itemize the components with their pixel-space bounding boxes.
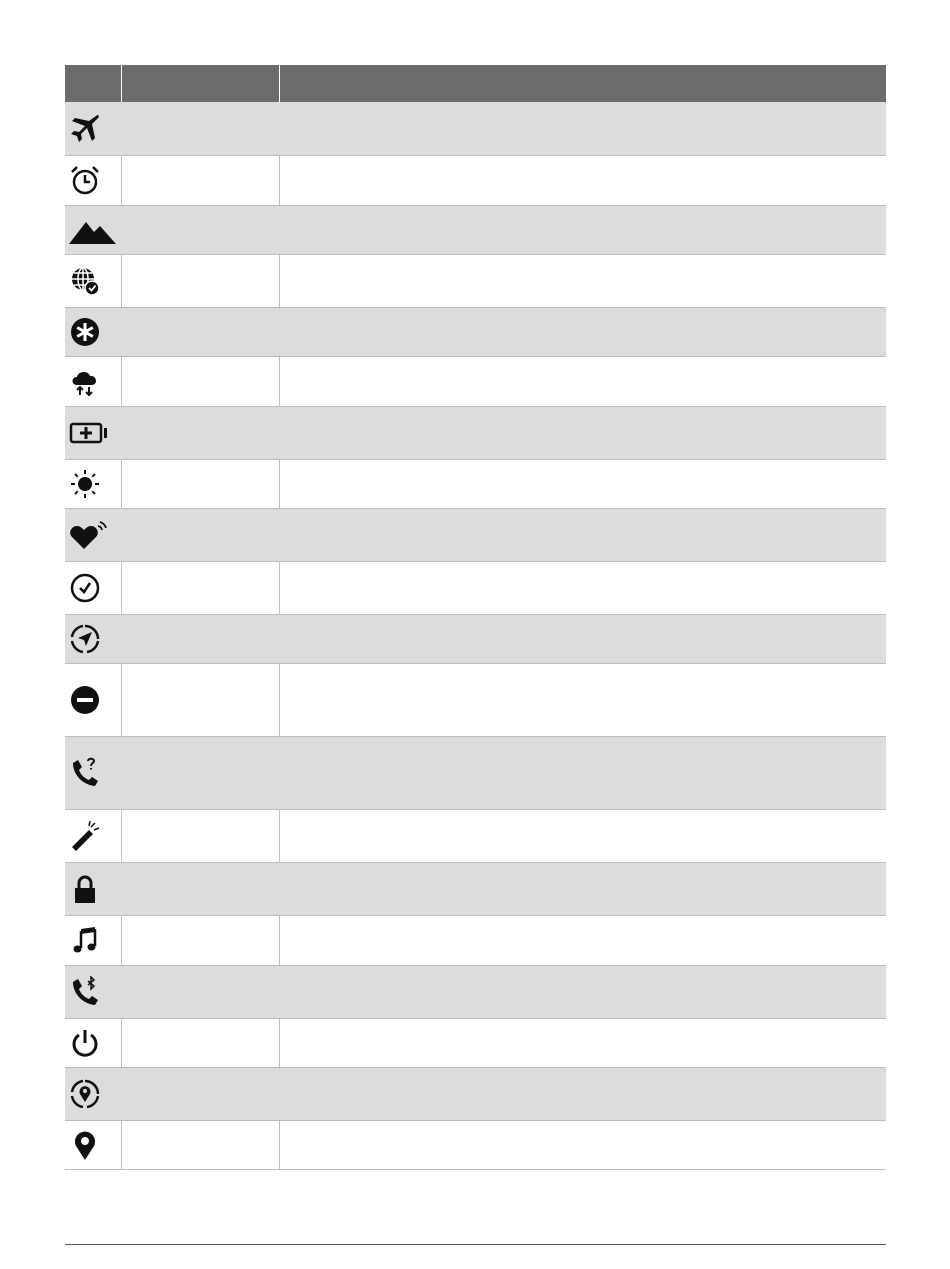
table-row: [65, 736, 886, 809]
icon-cell: [65, 614, 122, 663]
table-row: [65, 1018, 886, 1067]
icon-cell: [65, 459, 122, 508]
name-cell: [122, 1067, 280, 1120]
name-cell: [122, 561, 280, 614]
name-cell: [122, 614, 280, 663]
location-circle-icon: [69, 1078, 101, 1110]
table-row: [65, 809, 886, 862]
phone-bluetooth-icon: [69, 976, 101, 1008]
name-cell: [122, 862, 280, 915]
icon-cell: [65, 1067, 122, 1120]
description-cell: [280, 561, 887, 614]
table-row: [65, 155, 886, 205]
header-icon-column: [65, 65, 122, 102]
name-cell: [122, 459, 280, 508]
icon-cell: [65, 965, 122, 1018]
icon-cell: [65, 915, 122, 965]
airplane-icon: [69, 112, 101, 144]
music-icon: [69, 924, 101, 956]
name-cell: [122, 155, 280, 205]
description-cell: [280, 736, 887, 809]
mountain-icon: [69, 214, 117, 246]
name-cell: [122, 205, 280, 254]
globe-sync-icon: [69, 265, 101, 297]
description-cell: [280, 1120, 887, 1169]
icon-cell: [65, 508, 122, 561]
description-cell: [280, 508, 887, 561]
table-row: [65, 459, 886, 508]
table-row: [65, 1120, 886, 1169]
battery-saver-icon: [69, 417, 109, 449]
description-cell: [280, 965, 887, 1018]
name-cell: [122, 356, 280, 406]
footer-divider: [65, 1244, 886, 1245]
header-description-column: [280, 65, 887, 102]
find-phone-icon: [69, 757, 101, 789]
name-cell: [122, 406, 280, 459]
description-cell: [280, 205, 887, 254]
table-row: [65, 663, 886, 736]
description-cell: [280, 663, 887, 736]
table-body: [65, 102, 886, 1169]
icon-cell: [65, 862, 122, 915]
flashlight-icon: [69, 820, 101, 852]
alarm-clock-icon: [69, 164, 101, 196]
name-cell: [122, 307, 280, 356]
description-cell: [280, 102, 887, 155]
table-row: [65, 614, 886, 663]
icon-cell: [65, 406, 122, 459]
table-row: [65, 508, 886, 561]
description-cell: [280, 862, 887, 915]
description-cell: [280, 809, 887, 862]
icon-cell: [65, 356, 122, 406]
icon-cell: [65, 1120, 122, 1169]
description-cell: [280, 1067, 887, 1120]
icon-cell: [65, 736, 122, 809]
lock-icon: [69, 873, 101, 905]
location-pin-icon: [69, 1129, 101, 1161]
table-row: [65, 1067, 886, 1120]
description-cell: [280, 155, 887, 205]
table-row: [65, 307, 886, 356]
icon-cell: [65, 561, 122, 614]
name-cell: [122, 736, 280, 809]
description-cell: [280, 356, 887, 406]
description-cell: [280, 254, 887, 307]
table-row: [65, 561, 886, 614]
description-cell: [280, 1018, 887, 1067]
description-cell: [280, 307, 887, 356]
icon-cell: [65, 1018, 122, 1067]
icon-cell: [65, 155, 122, 205]
asterisk-circle-icon: [69, 316, 101, 348]
icon-cell: [65, 809, 122, 862]
name-cell: [122, 915, 280, 965]
description-cell: [280, 614, 887, 663]
name-cell: [122, 663, 280, 736]
brightness-icon: [69, 468, 101, 500]
table-row: [65, 102, 886, 155]
icon-cell: [65, 205, 122, 254]
controls-table: [65, 65, 886, 1170]
header-name-column: [122, 65, 280, 102]
table-header: [65, 65, 886, 102]
table-row: [65, 356, 886, 406]
heart-rate-broadcast-icon: [69, 519, 109, 551]
name-cell: [122, 965, 280, 1018]
description-cell: [280, 915, 887, 965]
description-cell: [280, 406, 887, 459]
name-cell: [122, 809, 280, 862]
name-cell: [122, 1018, 280, 1067]
name-cell: [122, 1120, 280, 1169]
table-row: [65, 406, 886, 459]
table-row: [65, 254, 886, 307]
icon-cell: [65, 663, 122, 736]
name-cell: [122, 508, 280, 561]
table-row: [65, 862, 886, 915]
power-icon: [69, 1027, 101, 1059]
icon-cell: [65, 102, 122, 155]
table-row: [65, 205, 886, 254]
description-cell: [280, 459, 887, 508]
table-row: [65, 915, 886, 965]
navigation-circle-icon: [69, 623, 101, 655]
do-not-disturb-icon: [69, 684, 101, 716]
table-row: [65, 965, 886, 1018]
cloud-sync-icon: [69, 365, 101, 397]
header-row: [65, 65, 886, 102]
icon-cell: [65, 307, 122, 356]
clock-icon: [69, 572, 101, 604]
icon-cell: [65, 254, 122, 307]
name-cell: [122, 254, 280, 307]
name-cell: [122, 102, 280, 155]
